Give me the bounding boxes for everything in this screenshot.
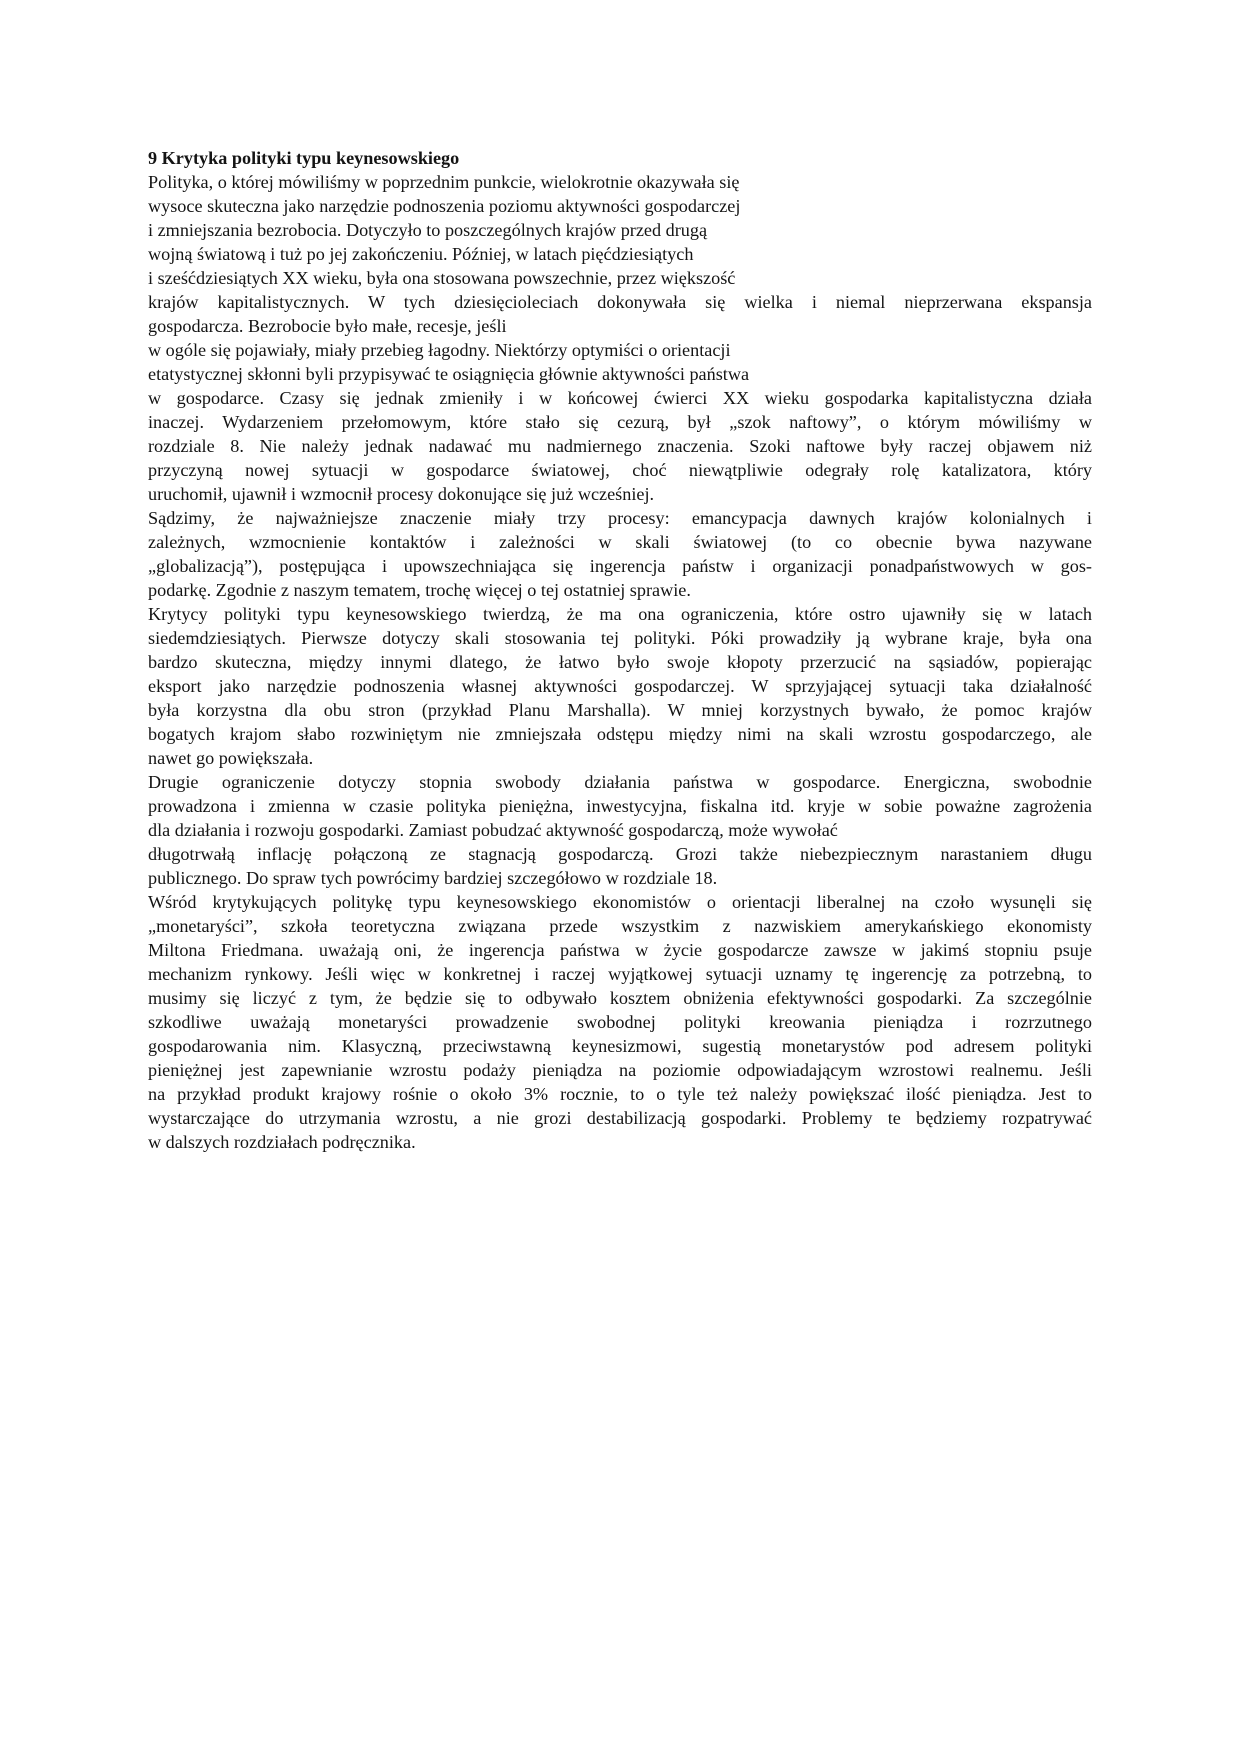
text-line: Krytycy polityki typu keynesowskiego twierdzą, że ma ona ograniczenia, które ostro ujawniły się w latach [148, 604, 1092, 624]
text-line: dla działania i rozwoju gospodarki. Zamiast pobudzać aktywność gospodarczą, może wywołać [148, 820, 838, 840]
text-line: „globalizacją”), postępująca i upowszechniająca się ingerencja państw i organizacji ponadpaństwowych w gos- [148, 556, 1092, 576]
text-line: na przykład produkt krajowy rośnie o około 3% rocznie, to o tyle też należy powiększać ilość pieniądza. Jest to [148, 1084, 1092, 1104]
text-line: siedemdziesiątych. Pierwsze dotyczy skali stosowania tej polityki. Póki prowadziły ją wybrane kraje, była ona [148, 628, 1092, 648]
section-title: 9 Krytyka polityki typu keynesowskiego [148, 148, 460, 168]
text-line: krajów kapitalistycznych. W tych dziesięcioleciach dokonywała się wielka i niemal nieprzerwana ekspansja [148, 292, 1092, 312]
text-line: Drugie ograniczenie dotyczy stopnia swobody działania państwa w gospodarce. Energiczna, swobodnie [148, 772, 1092, 792]
text-line: eksport jako narzędzie podnoszenia własnej aktywności gospodarczej. W sprzyjającej sytuacji taka działalność [148, 676, 1092, 696]
body-text [148, 170, 1092, 1154]
text-line: długotrwałą inflację połączoną ze stagnacją gospodarczą. Grozi także niebezpiecznym narastaniem długu [148, 844, 1092, 864]
text-line: i sześćdziesiątych XX wieku, była ona stosowana powszechnie, przez większość [148, 268, 736, 288]
text-line: publicznego. Do spraw tych powrócimy bardziej szczegółowo w rozdziale 18. [148, 868, 718, 888]
text-line: podarkę. Zgodnie z naszym tematem, trochę więcej o tej ostatniej sprawie. [148, 580, 691, 600]
text-line: zależnych, wzmocnienie kontaktów i zależności w skali światowej (to co obecnie bywa nazywane [148, 532, 1092, 552]
text-line: gospodarcza. Bezrobocie było małe, recesje, jeśli [148, 316, 507, 336]
text-line: etatystycznej skłonni byli przypisywać te osiągnięcia głównie aktywności państwa [148, 364, 750, 384]
text-line: pieniężnej jest zapewnianie wzrostu podaży pieniądza na poziomie odpowiadającym wzrostowi realnemu. Jeśli [148, 1060, 1092, 1080]
text-line: „monetaryści”, szkoła teoretyczna związana przede wszystkim z nazwiskiem amerykańskiego ekonomisty [148, 916, 1092, 936]
document-page [148, 146, 1092, 1154]
text-line: uruchomił, ujawnił i wzmocnił procesy dokonujące się już wcześniej. [148, 484, 655, 504]
text-line: w gospodarce. Czasy się jednak zmieniły i w końcowej ćwierci XX wieku gospodarka kapitalistyczna działa [148, 388, 1092, 408]
text-line: bardzo skuteczna, między innymi dlatego, że łatwo było swoje kłopoty przerzucić na sąsiadów, popierając [148, 652, 1092, 672]
text-line: Wśród krytykujących politykę typu keynesowskiego ekonomistów o orientacji liberalnej na czoło wysunęli się [148, 892, 1092, 912]
text-line: Miltona Friedmana. uważają oni, że ingerencja państwa w życie gospodarcze zawsze w jakimś stopniu psuje [148, 940, 1092, 960]
text-line: i zmniejszania bezrobocia. Dotyczyło to poszczególnych krajów przed drugą [148, 220, 708, 240]
text-line: wystarczające do utrzymania wzrostu, a nie grozi destabilizacją gospodarki. Problemy te będziemy rozpatrywać [148, 1108, 1092, 1128]
text-line: rozdziale 8. Nie należy jednak nadawać mu nadmiernego znaczenia. Szoki naftowe były raczej objawem niż [148, 436, 1092, 456]
text-line: inaczej. Wydarzeniem przełomowym, które stało się cezurą, był „szok naftowy”, o którym mówiliśmy w [148, 412, 1092, 432]
text-line: prowadzona i zmienna w czasie polityka pieniężna, inwestycyjna, fiskalna itd. kryje w sobie poważne zagrożenia [148, 796, 1092, 816]
text-line: Sądzimy, że najważniejsze znaczenie miały trzy procesy: emancypacja dawnych krajów kolonialnych i [148, 508, 1092, 528]
text-line: gospodarowania nim. Klasyczną, przeciwstawną keynesizmowi, sugestią monetarystów pod adresem polityki [148, 1036, 1092, 1056]
text-line: w ogóle się pojawiały, miały przebieg łagodny. Niektórzy optymiści o orientacji [148, 340, 731, 360]
text-line: w dalszych rozdziałach podręcznika. [148, 1132, 416, 1152]
text-line: wojną światową i tuż po jej zakończeniu. Później, w latach pięćdziesiątych [148, 244, 694, 264]
text-line: wysoce skuteczna jako narzędzie podnoszenia poziomu aktywności gospodarczej [148, 196, 741, 216]
text-line: mechanizm rynkowy. Jeśli więc w konkretnej i raczej wyjątkowej sytuacji uznamy tę ingerencję za potrzebną, to [148, 964, 1092, 984]
text-line: musimy się liczyć z tym, że będzie się to odbywało kosztem obniżenia efektywności gospodarki. Za szczególnie [148, 988, 1092, 1008]
text-line: Polityka, o której mówiliśmy w poprzednim punkcie, wielokrotnie okazywała się [148, 172, 740, 192]
text-line: nawet go powiększała. [148, 748, 314, 768]
text-line: bogatych krajom słabo rozwiniętym nie zmniejszała odstępu między nimi na skali wzrostu gospodarczego, ale [148, 724, 1092, 744]
text-line: przyczyną nowej sytuacji w gospodarce światowej, choć niewątpliwie odegrały rolę katalizatora, który [148, 460, 1092, 480]
text-line: szkodliwe uważają monetaryści prowadzenie swobodnej polityki kreowania pieniądza i rozrzutnego [148, 1012, 1092, 1032]
text-line: była korzystna dla obu stron (przykład Planu Marshalla). W mniej korzystnych bywało, że pomoc krajów [148, 700, 1092, 720]
